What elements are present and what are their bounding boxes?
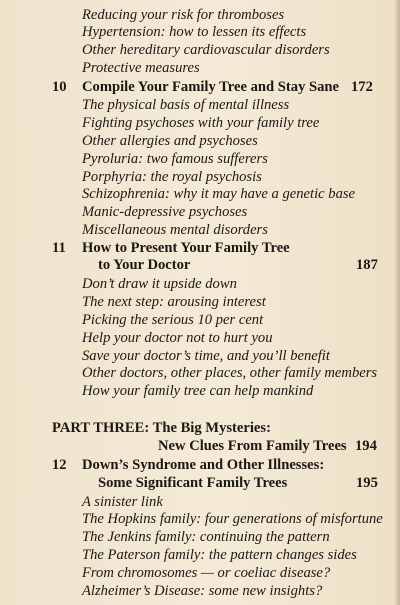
toc-item: The physical basis of mental illness [82, 97, 290, 113]
toc-item: Other doctors, other places, other family members [82, 365, 378, 382]
toc-item: Don’t draw it upside down [82, 275, 237, 292]
toc-item: The Hopkins family: four generations of misfortune [82, 511, 383, 528]
toc-item: Schizophrenia: why it may have a genetic base [82, 186, 356, 203]
chapter-title: How to Present Your Family Tree [82, 240, 290, 257]
toc-item: Pyroluria: two famous sufferers [82, 150, 268, 167]
toc-item: The Jenkins family: continuing the pattern [82, 529, 330, 546]
toc-item: How your family tree can help mankind [82, 383, 314, 400]
toc-item: Save your doctor’s time, and you’ll benefit [82, 347, 330, 364]
toc-item: Fighting psychoses with your family tree [82, 114, 320, 131]
toc-item: Other hereditary cardiovascular disorders [82, 42, 330, 59]
toc-item: Alzheimer’s Disease: some new insights? [82, 583, 323, 599]
page-number: 172 [351, 79, 373, 96]
chapter-number: 11 [52, 240, 66, 257]
page-number: 194 [355, 437, 377, 454]
toc-item: Porphyria: the royal psychosis [82, 168, 262, 185]
chapter-title: Some Significant Family Trees [98, 474, 288, 491]
chapter-title: Compile Your Family Tree and Stay Sane [82, 79, 340, 96]
chapter-title: Down’s Syndrome and Other Illnesses: [82, 456, 325, 473]
toc-item: Other allergies and psychoses [82, 132, 258, 149]
chapter-number: 10 [52, 79, 67, 96]
part-heading: New Clues From Family Trees [158, 437, 347, 454]
toc-item: Protective measures [82, 60, 200, 77]
toc-item: Picking the serious 10 per cent [82, 311, 264, 328]
toc-item: The next step: arousing interest [82, 293, 266, 310]
toc-item: From chromosomes — or coeliac disease? [82, 565, 331, 582]
toc-item: The Paterson family: the pattern changes sides [82, 547, 357, 564]
page-number: 195 [356, 474, 378, 491]
page-number: 187 [356, 257, 378, 274]
toc-item: Manic-depressive psychoses [82, 204, 248, 221]
toc-item: Reducing your risk for thromboses [82, 6, 285, 23]
page-edge-shadow [394, 0, 400, 605]
toc-item: Help your doctor not to hurt you [82, 329, 273, 346]
toc-item: Miscellaneous mental disorders [82, 222, 268, 239]
chapter-number: 12 [52, 456, 67, 473]
toc-item: Hypertension: how to lessen its effects [82, 24, 307, 41]
part-heading: PART THREE: The Big Mysteries: [52, 420, 271, 437]
chapter-title: to Your Doctor [98, 257, 191, 274]
toc-item: A sinister link [82, 493, 163, 510]
